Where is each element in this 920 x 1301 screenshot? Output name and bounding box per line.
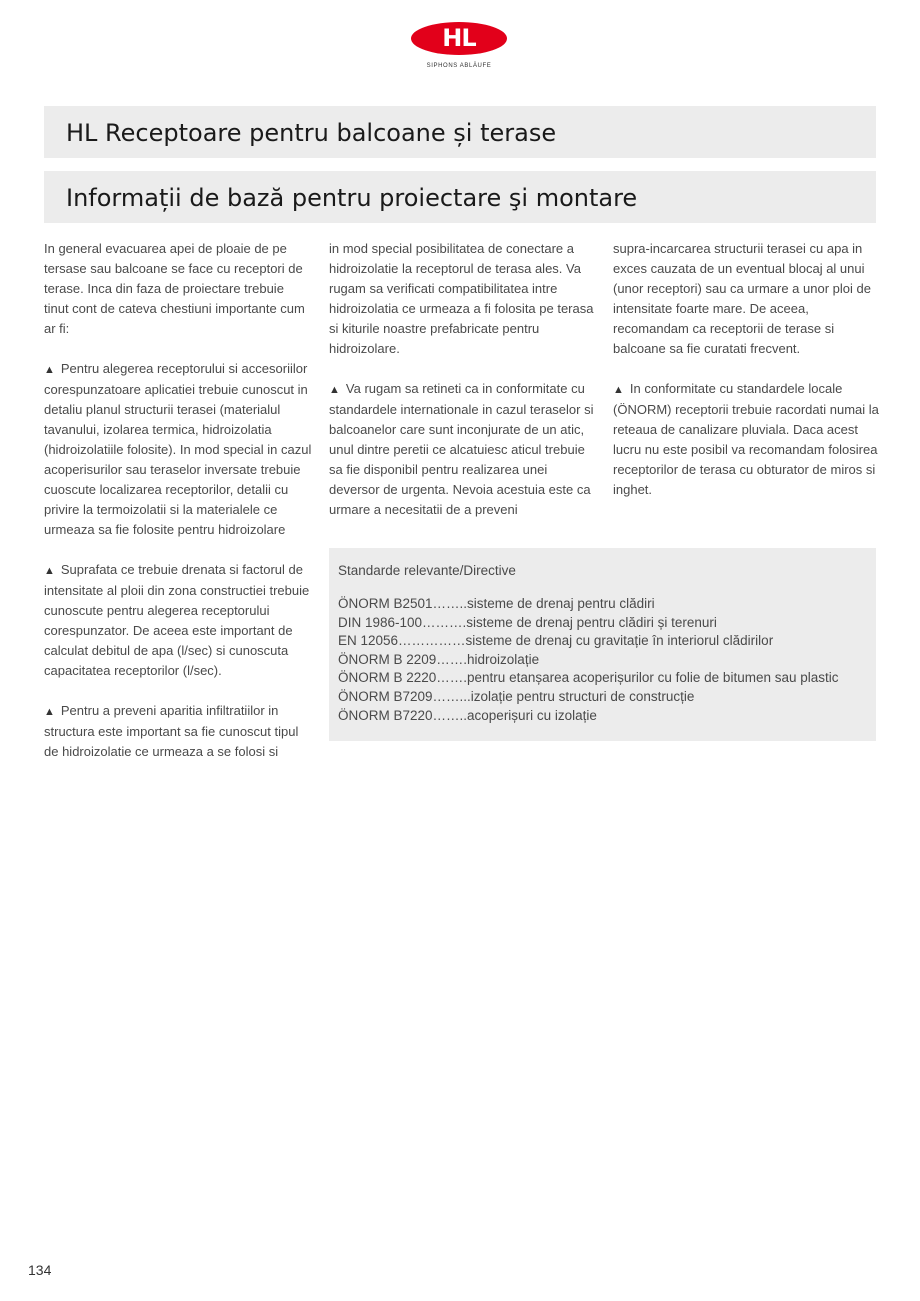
text-column-3 [613,239,881,520]
triangle-bullet-icon: ▲ [44,565,55,577]
page-title: HL Receptoare pentru balcoane și terase [44,106,876,158]
hl-logo-mark: HL [411,22,507,55]
standards-box [329,548,876,741]
paragraph [329,239,597,359]
bullet-paragraph [613,379,881,500]
standard-item: EN 12056……………sisteme de drenaj cu gravitație în interiorul clădirilor [338,633,774,649]
text-column-2 [329,239,597,540]
standards-title: Standarde relevante/Directive [338,563,516,578]
triangle-bullet-icon: ▲ [613,384,624,396]
standard-item: ÖNORM B2501……..sisteme de drenaj pentru clădiri [338,596,655,611]
paragraph [44,239,312,339]
standard-item: DIN 1986-100……….sisteme de drenaj pentru clădiri și terenuri [338,614,717,630]
hl-logo [409,20,509,74]
paragraph-text: In conformitate cu standardele locale (ÖNORM) receptorii trebuie racordati numai la reteaua de canalizare pluviala. Daca acest lucru nu este posibil va recomandam folosirea receptorilor de terasa cu obturator de miros si inghet. [613,381,879,497]
paragraph-text: Va rugam sa retineti ca in conformitate cu standardele internationale in cazul teraselor si balcoanelor care sunt inconjurate de un atic, unul dintre peretii ce alcatuiesc aticul trebuie sa fie disponibil pentru realizarea unei deversor de urgenta. Nevoia acestuia este ca urmare a necesitatii de a preveni [329,381,594,517]
standard-item: ÖNORM B7220……..acoperișuri cu izolație [338,707,597,723]
paragraph-text: In general evacuarea apei de ploaie de pe tersase sau balcoane se face cu receptori de terase. Inca din faza de proiectare trebuie tinut cont de cateva chestiuni importante cum ar fi: [44,241,305,336]
hl-logo-subtitle: SIPHONS ABLÄUFE [426,63,492,69]
bullet-paragraph [329,379,597,520]
standard-item: ÖNORM B7209……...izolație pentru structuri de construcție [338,688,695,704]
standard-item: ÖNORM B 2220…….pentru etanșarea acoperișurilor cu folie de bitumen sau plastic [338,670,839,686]
text-column-1 [44,239,312,782]
triangle-bullet-icon: ▲ [44,364,55,376]
triangle-bullet-icon: ▲ [329,384,340,396]
triangle-bullet-icon: ▲ [44,706,55,718]
page-number: 134 [28,1262,52,1278]
paragraph-text: Suprafata ce trebuie drenata si factorul de intensitate al ploii din zona constructiei trebuie cunoscute pentru alegerea receptorului corespunzator. De aceea este important de calculat debitul de apa (l/sec) si cunoscuta capacitatea receptorilor (l/sec). [44,562,310,678]
paragraph-text: supra-incarcarea structurii terasei cu apa in exces cauzata de un eventual blocaj al unui (unor receptori) sau ca urmare a unor ploi de intensitate foarte mare. De aceea, recomandam ca receptorii de terase si balcoane sa fie curatati frecvent. [613,241,871,356]
bullet-paragraph [44,560,312,681]
paragraph-text: in mod special posibilitatea de conectare a hidroizolatie la receptorul de terasa ales. Va rugam sa verificati compatibilitatea intre hidroizolatia ce urmeaza a fi folosita pe terasa si kiturile noastre prefabricate pentru hidroizolare. [329,241,594,356]
paragraph [613,239,881,359]
paragraph-text: Pentru a preveni aparitia infiltratiilor in structura este important sa fie cunoscut tipul de hidroizolatie ce urmeaza a se folosi si [44,703,299,759]
bullet-paragraph [44,701,312,762]
section-title: Informații de bază pentru proiectare şi montare [44,171,876,223]
paragraph-text: Pentru alegerea receptorului si accesoriilor corespunzatoare aplicatiei trebuie cunoscut in detaliu planul structurii terasei (materialul tavanului, izolarea termica, hidroizolatia (hidroizolatiile folosite). In mod special in cazul acoperisurilor sau teraselor inversate trebuie cuoscute localizarea receptorilor, detalii cu privire la termoizolatii si la materialele ce urmeaza sa fie folosite pentru hidroizolare [44,361,312,537]
bullet-paragraph [44,359,312,540]
standard-item: ÖNORM B 2209…….hidroizolație [338,651,540,667]
